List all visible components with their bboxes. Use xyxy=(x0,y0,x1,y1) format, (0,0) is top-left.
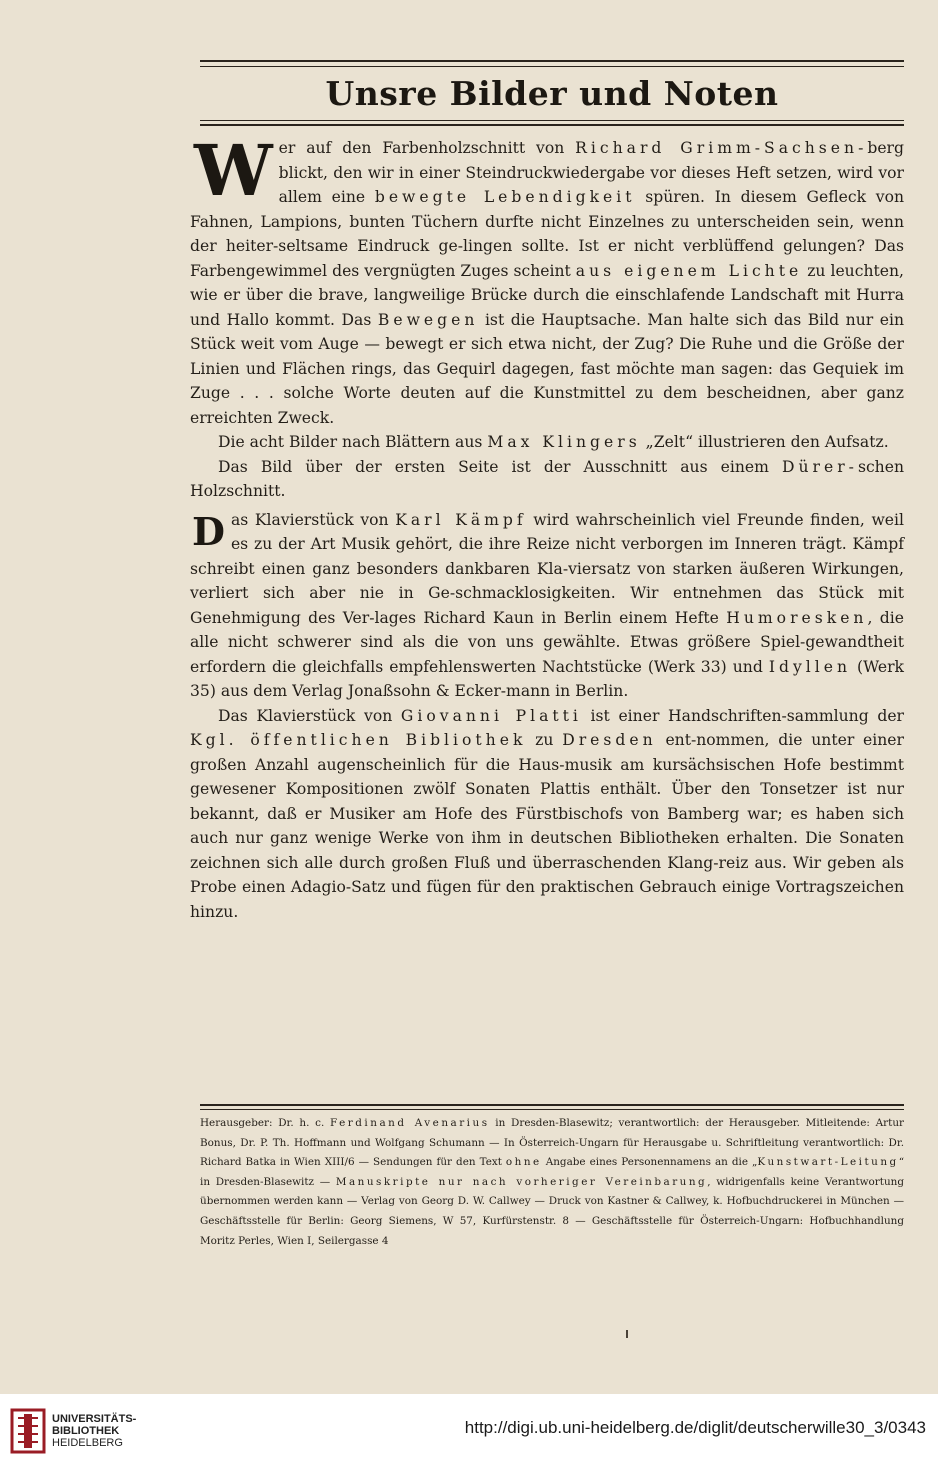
header-rule-top-thin xyxy=(200,66,904,67)
dropcap-w: W xyxy=(194,129,273,212)
artist-name: Richard Grimm-Sachsen- xyxy=(575,139,868,157)
library-logo-icon xyxy=(10,1408,46,1454)
header-rule-bottom xyxy=(200,124,904,126)
paragraph-duerer: Das Bild über der ersten Seite ist der Ausschnitt aus einem Dürer-schen Holzschnitt. xyxy=(190,457,904,500)
article-body xyxy=(190,129,905,924)
paragraph-platti: Das Klavierstück von Giovanni Platti ist einer Handschriften-sammlung der Kgl. öffentlichen Bibliothek zu Dresden ent-nommen, die unter einer großen Anzahl augenscheinlich für die Haus-musik am kursächsischen Hofe bestimmt gewesener Kompositionen zwölf Sonaten Plattis enthält. Über den Tonsetzer ist nur bekannt, daß er Musiker am Hofe des Fürstbischofs von Bamberg war; es haben sich auch nur ganz wenige Werke von ihm in deutschen Bibliotheken erhalten. Die Sonaten zeichnen sich alle durch großen Fluß und überraschenden Klang-reiz aus. Wir geben als Probe einen Adagio-Satz und fügen für den praktischen Gebrauch einige Vortragszeichen hinzu. xyxy=(190,706,905,921)
source-url-link[interactable]: http://digi.ub.uni-heidelberg.de/diglit/deutscherwille30_3/0343 xyxy=(464,1418,926,1437)
article-title: Unsre Bilder und Noten xyxy=(325,74,779,113)
imprint: Herausgeber: Dr. h. c. Ferdinand Avenarius in Dresden-Blasewitz; verantwortlich: der Herausgeber. Mitleitende: Artur Bonus, Dr. P. Th. Hoffmann und Wolfgang Schumann — In Österreich-Ungarn für Herausgabe u. Schriftleitung verantwortlich: Dr. Richard Batka in Wien XIII/6 — Sendungen für den Text ohne Angabe eines Personennamens an die „Kunstwart-Leitung“ in Dresden-Blasewitz — Manuskripte nur nach vorheriger Vereinbarung, widrigenfalls keine Verantwortung übernommen werden kann — Verlag von Georg D. W. Callwey — Druck von Kastner & Callwey, k. Hofbuchdruckerei in München — Geschäftsstelle für Berlin: Georg Siemens, W 57, Kurfürstenstr. 8 — Geschäftsstelle für Österreich-Ungarn: Hofbuchhandlung Moritz Perles, Wien I, Seilergasse 4 xyxy=(200,1117,904,1247)
library-name: UNIVERSITÄTS- BIBLIOTHEK HEIDELBERG xyxy=(52,1413,137,1449)
header-rule-bottom-thin xyxy=(200,120,904,121)
paragraph-kaempf: Das Klavierstück von Karl Kämpf wird wahrscheinlich viel Freunde finden, weil es zu der Art Musik gehört, die ihre Reize nicht verborgen im Inneren trägt. Kämpf schreibt einen ganz besonders dankbaren Kla-viersatz von starken äußeren Wirkungen, verliert sich aber nie in Ge-schmacklosigkeiten. Wir entnehmen das Stück mit Genehmigung des Ver-lages Richard Kaun in Berlin einem Hefte Humoresken, die alle nicht schwerer sind als die von uns gewählte. Etwas größere Spiel-gewandtheit erfordern die gleichfalls empfehlenswerten Nachtstücke (Werk 33) und Idyllen (Werk 35) aus dem Verlag Jonaßsohn & Ecker-mann in Berlin. xyxy=(190,508,904,700)
imprint-rule xyxy=(200,1104,904,1106)
imprint-rule-thin xyxy=(200,1109,904,1110)
paragraph-grimm: Wer auf den Farbenholzschnitt von Richard Grimm-Sachsen-berg blickt, den wir in einer Steindruckwiedergabe vor dieses Heft setzen, wird vor allem eine bewegte Lebendigkeit spüren. In diesem Gefleck von Fahnen, Lampions, bunten Tüchern durfte nicht Einzelnes zu unterscheiden sein, wenn der heiter-seltsame Eindruck ge-lingen sollte. Ist er nicht verblüffend gelungen? Das Farbengewimmel des vergnügten Zuges scheint aus eigenem Lichte zu leuchten, wie er über die brave, langweilige Brücke durch die einschlafende Landschaft mit Hurra und Hallo kommt. Das Bewegen ist die Hauptsache. Man halte sich das Bild nur ein Stück weit vom Auge — bewegt er sich etwa nicht, der Zug? Die Ruhe und die Größe der Linien und Flächen rings, das Gequirl dagegen, fast möchte man sagen: das Gequiek im Zuge . . . solche Worte deuten auf die Kunstmittel zu dem bescheidnen, aber ganz erreichten Zweck. xyxy=(190,129,905,427)
paragraph-klinger: Die acht Bilder nach Blättern aus Max Klingers „Zelt“ illustrieren den Aufsatz. xyxy=(218,433,889,451)
dropcap-d: D xyxy=(192,508,225,554)
header-rule-top xyxy=(200,60,904,62)
scan-mark xyxy=(626,1330,628,1338)
